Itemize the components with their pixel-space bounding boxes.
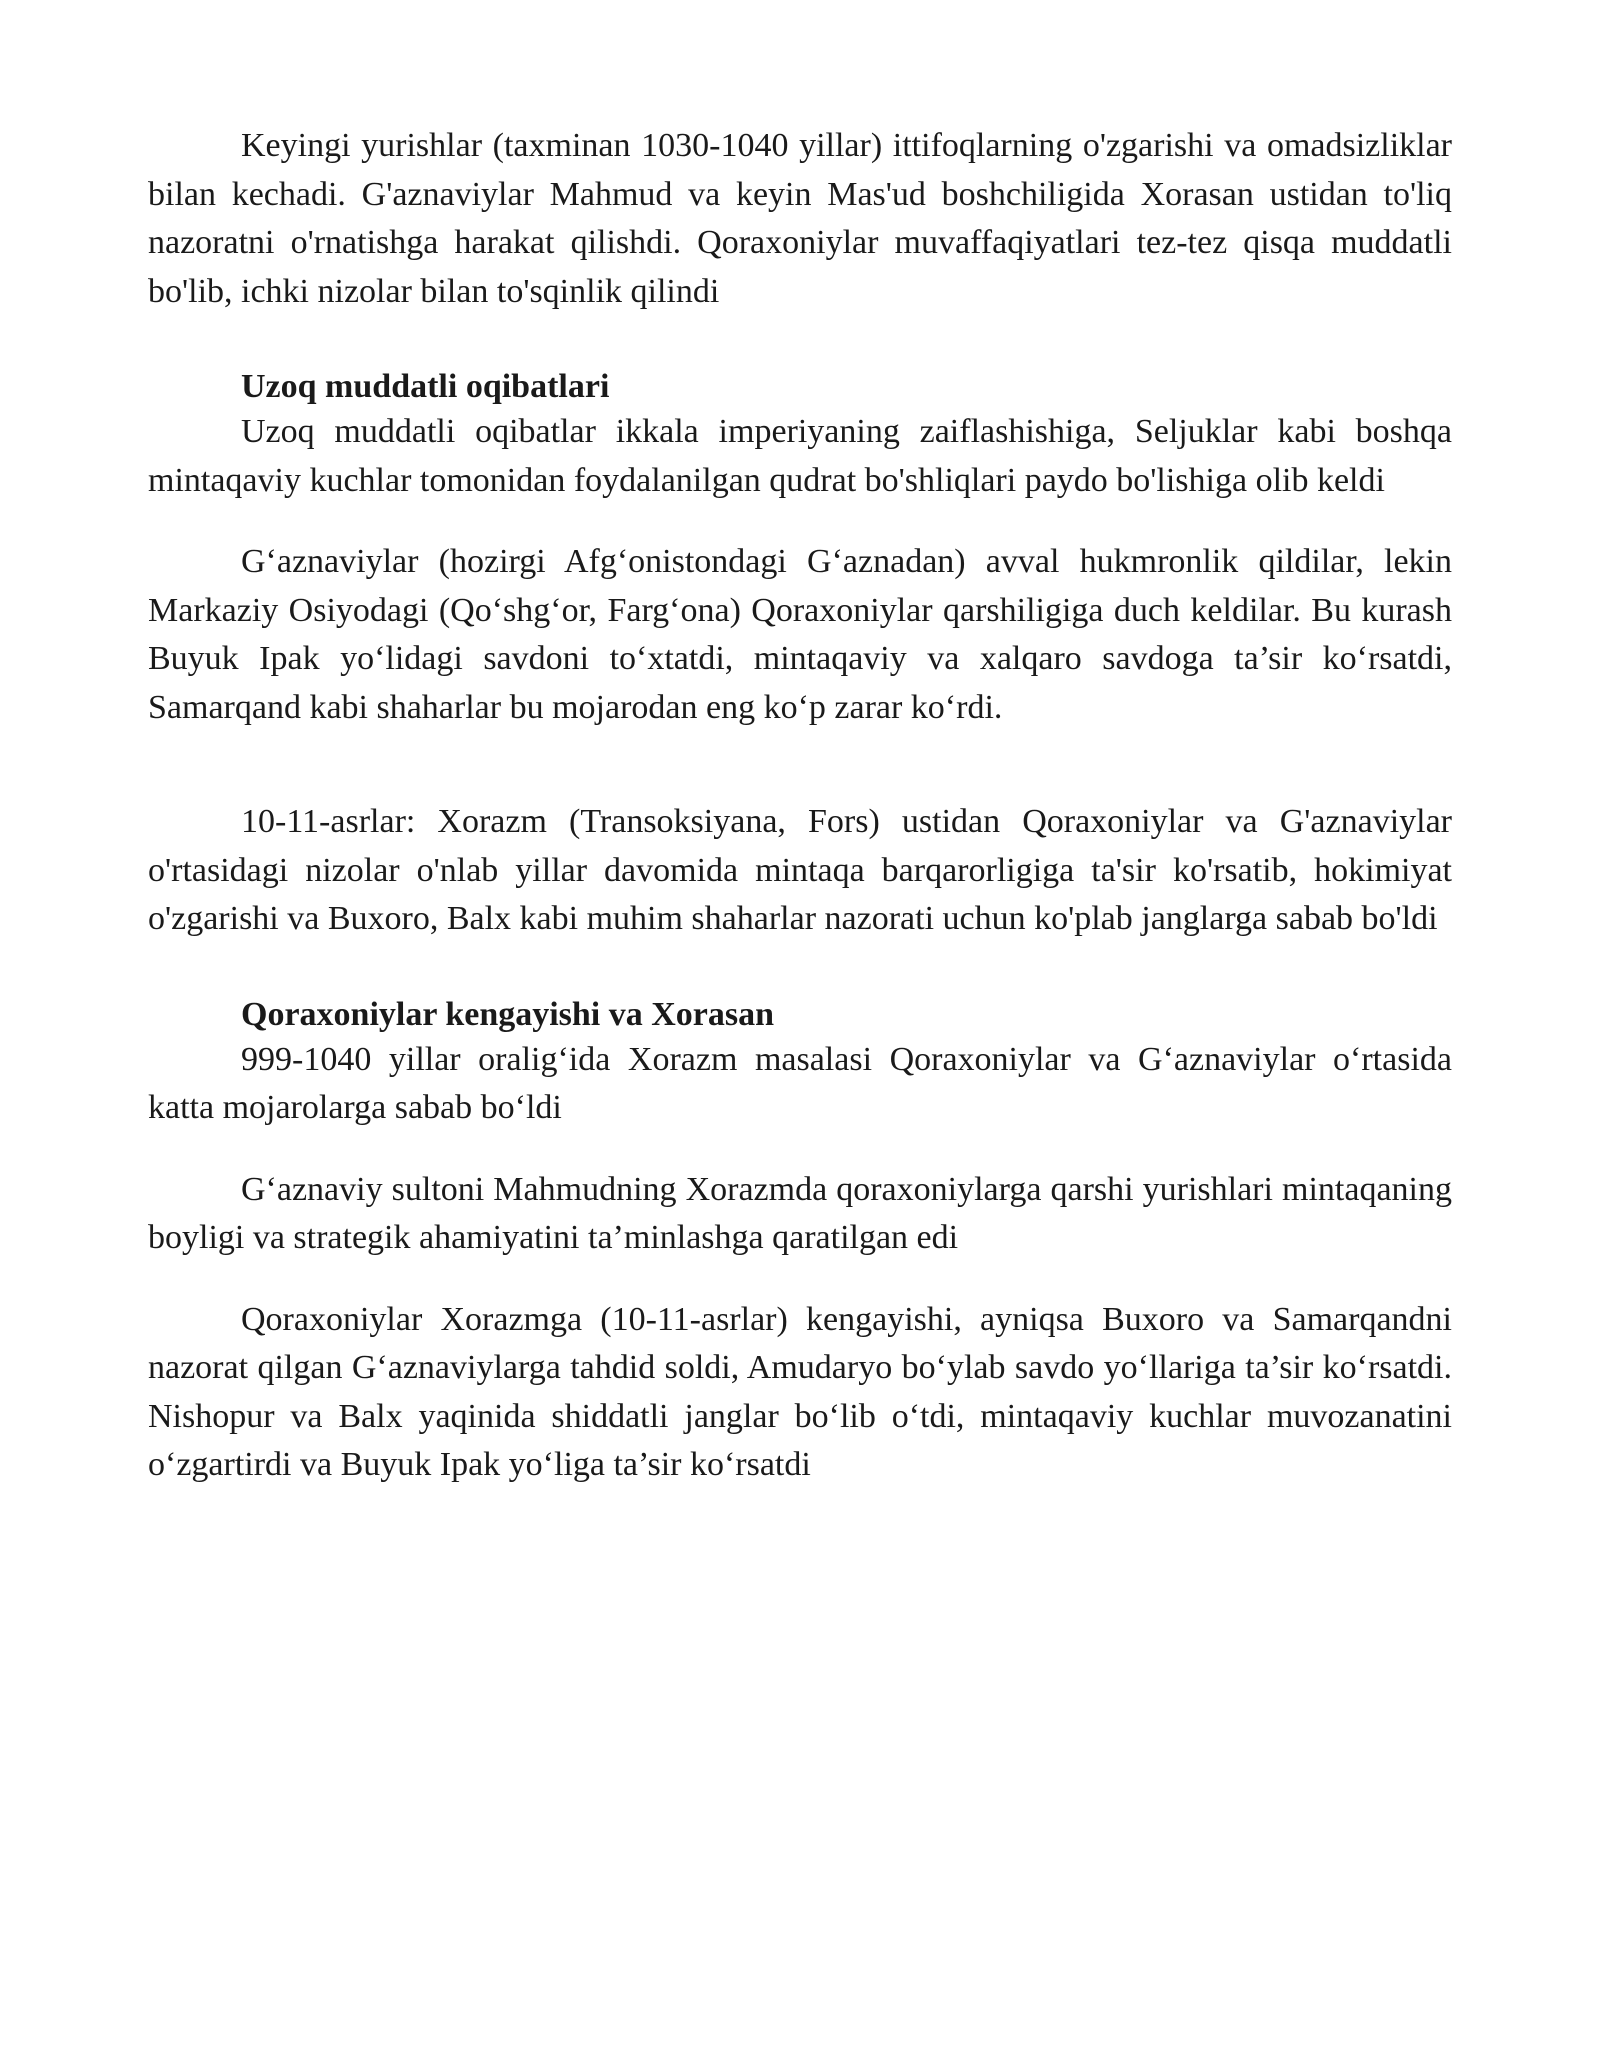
paragraph-ghaznavid-rule: G‘aznaviylar (hozirgi Afg‘onistondagi G‘aznadan) avval hukmronlik qildilar, lekin Markaziy Osiyodagi (Qo‘shg‘or, Farg‘ona) Qoraxoniylar qarshiligiga duch keldilar. Bu kurash Buyuk Ipak yo‘lidagi savdoni to‘xtatdi, mintaqaviy va xalqaro savdoga ta’sir ko‘rsatdi, Samarqand kabi shaharlar bu mojarodan eng ko‘p zarar ko‘rdi. (148, 543, 1452, 726)
paragraph-long-term-consequences: Uzoq muddatli oqibatlar ikkala imperiyaning zaiflashishiga, Seljuklar kabi boshqa mintaqaviy kuchlar tomonidan foydalanilgan qudrat bo'shliqlari paydo bo'lishiga olib keldi (148, 413, 1452, 499)
paragraph-later-campaigns: Keyingi yurishlar (taxminan 1030-1040 yillar) ittifoqlarning o'zgarishi va omadsizliklar bilan kechadi. G'aznaviylar Mahmud va keyin Mas'ud boshchiligida Xorasan ustidan to'liq nazoratni o'rnatishga harakat qilishdi. Qoraxoniylar muvaffaqiyatlari tez-tez qisqa muddatli bo'lib, ichki nizolar bilan to'sqinlik qilindi (148, 127, 1452, 310)
section-heading-karakhanid-expansion: Qoraxoniylar kengayishi va Xorasan (241, 995, 775, 1033)
section-heading-long-term-consequences: Uzoq muddatli oqibatlari (241, 368, 610, 405)
paragraph-karakhanid-expansion-khorezm: Qoraxoniylar Xorazmga (10-11-asrlar) kengayishi, ayniqsa Buxoro va Samarqandni nazorat qilgan G‘aznaviylarga tahdid soldi, Amudaryo bo‘ylab savdo yo‘llariga ta’sir ko‘rsatdi. Nishopur va Balx yaqinida shiddatli janglar bo‘lib o‘tdi, mintaqaviy kuchlar muvozanatini o‘zgartirdi va Buyuk Ipak yo‘liga ta’sir ko‘rsatdi (148, 1300, 1452, 1483)
paragraph-mahmud-campaigns: G‘aznaviy sultoni Mahmudning Xorazmda qoraxoniylarga qarshi yurishlari mintaqaning boyligi va strategik ahamiyatini ta’minlashga qaratilgan edi (148, 1170, 1452, 1256)
document-page (148, 122, 1452, 1490)
paragraph-10-11-centuries: 10-11-asrlar: Xorazm (Transoksiyana, Fors) ustidan Qoraxoniylar va G'aznaviylar o'rtasidagi nizolar o'nlab yillar davomida mintaqa barqarorligiga ta'sir ko'rsatib, hokimiyat o'zgarishi va Buxoro, Balx kabi muhim shaharlar nazorati uchun ko'plab janglarga sabab bo'ldi (148, 803, 1452, 937)
paragraph-999-1040: 999-1040 yillar oralig‘ida Xorazm masalasi Qoraxoniylar va G‘aznaviylar o‘rtasida katta mojarolarga sabab bo‘ldi (148, 1040, 1452, 1126)
